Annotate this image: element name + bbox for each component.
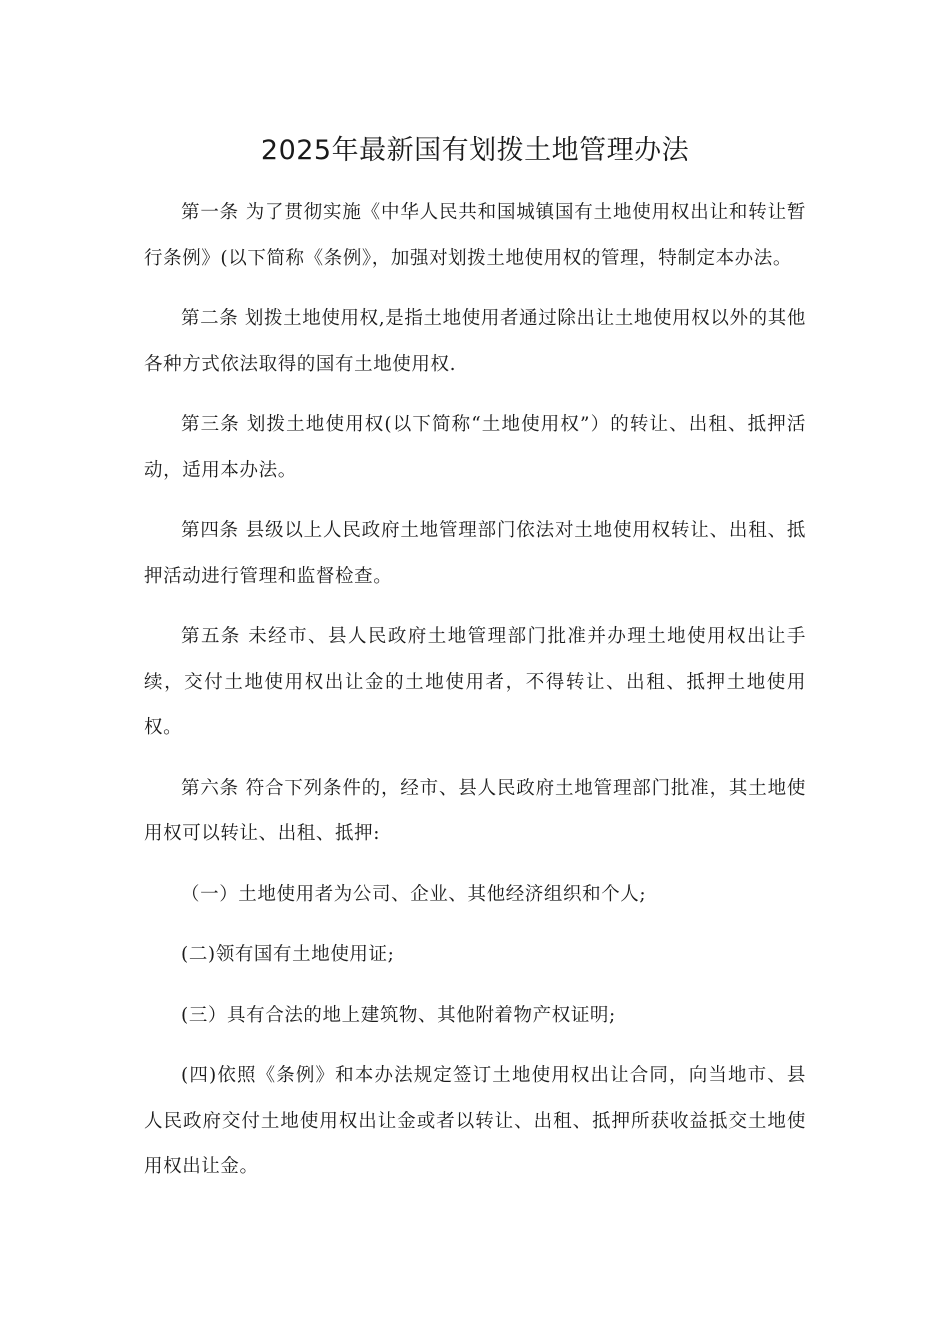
condition-item-3: (三）具有合法的地上建筑物、其他附着物产权证明;	[181, 1004, 616, 1026]
article-3-paragraph: 第三条 划拨土地使用权(以下简称“土地使用权”）的转让、出租、抵押活动，适用本办法。	[144, 414, 806, 481]
document-body	[144, 190, 806, 1205]
document-title: 2025年最新国有划拨土地管理办法	[260, 135, 690, 166]
condition-item-4: (四)依照《条例》和本办法规定签订土地使用权出让合同，向当地市、县人民政府交付土地使用权出让金或者以转让、出租、抵押所获收益抵交土地使用权出让金。	[144, 1065, 806, 1177]
condition-item-2: (二)领有国有土地使用证;	[181, 944, 395, 965]
article-5-paragraph: 第五条 未经市、县人民政府土地管理部门批准并办理土地使用权出让手续，交付土地使用权出让金的土地使用者，不得转让、出租、抵押土地使用权。	[144, 626, 806, 738]
article-2-paragraph: 第二条 划拨土地使用权,是指土地使用者通过除出让土地使用权以外的其他各种方式依法取得的国有土地使用权.	[144, 308, 806, 375]
article-4-paragraph: 第四条 县级以上人民政府土地管理部门依法对土地使用权转让、出租、抵押活动进行管理和监督检查。	[144, 520, 806, 587]
article-6-paragraph: 第六条 符合下列条件的，经市、县人民政府土地管理部门批准，其土地使用权可以转让、出租、抵押:	[144, 777, 806, 844]
article-1-paragraph: 第一条 为了贯彻实施《中华人民共和国城镇国有土地使用权出让和转让暂行条例》(以下简称《条例》，加强对划拨土地使用权的管理，特制定本办法。	[144, 202, 806, 269]
condition-item-1: （一）土地使用者为公司、企业、其他经济组织和个人;	[181, 883, 647, 905]
